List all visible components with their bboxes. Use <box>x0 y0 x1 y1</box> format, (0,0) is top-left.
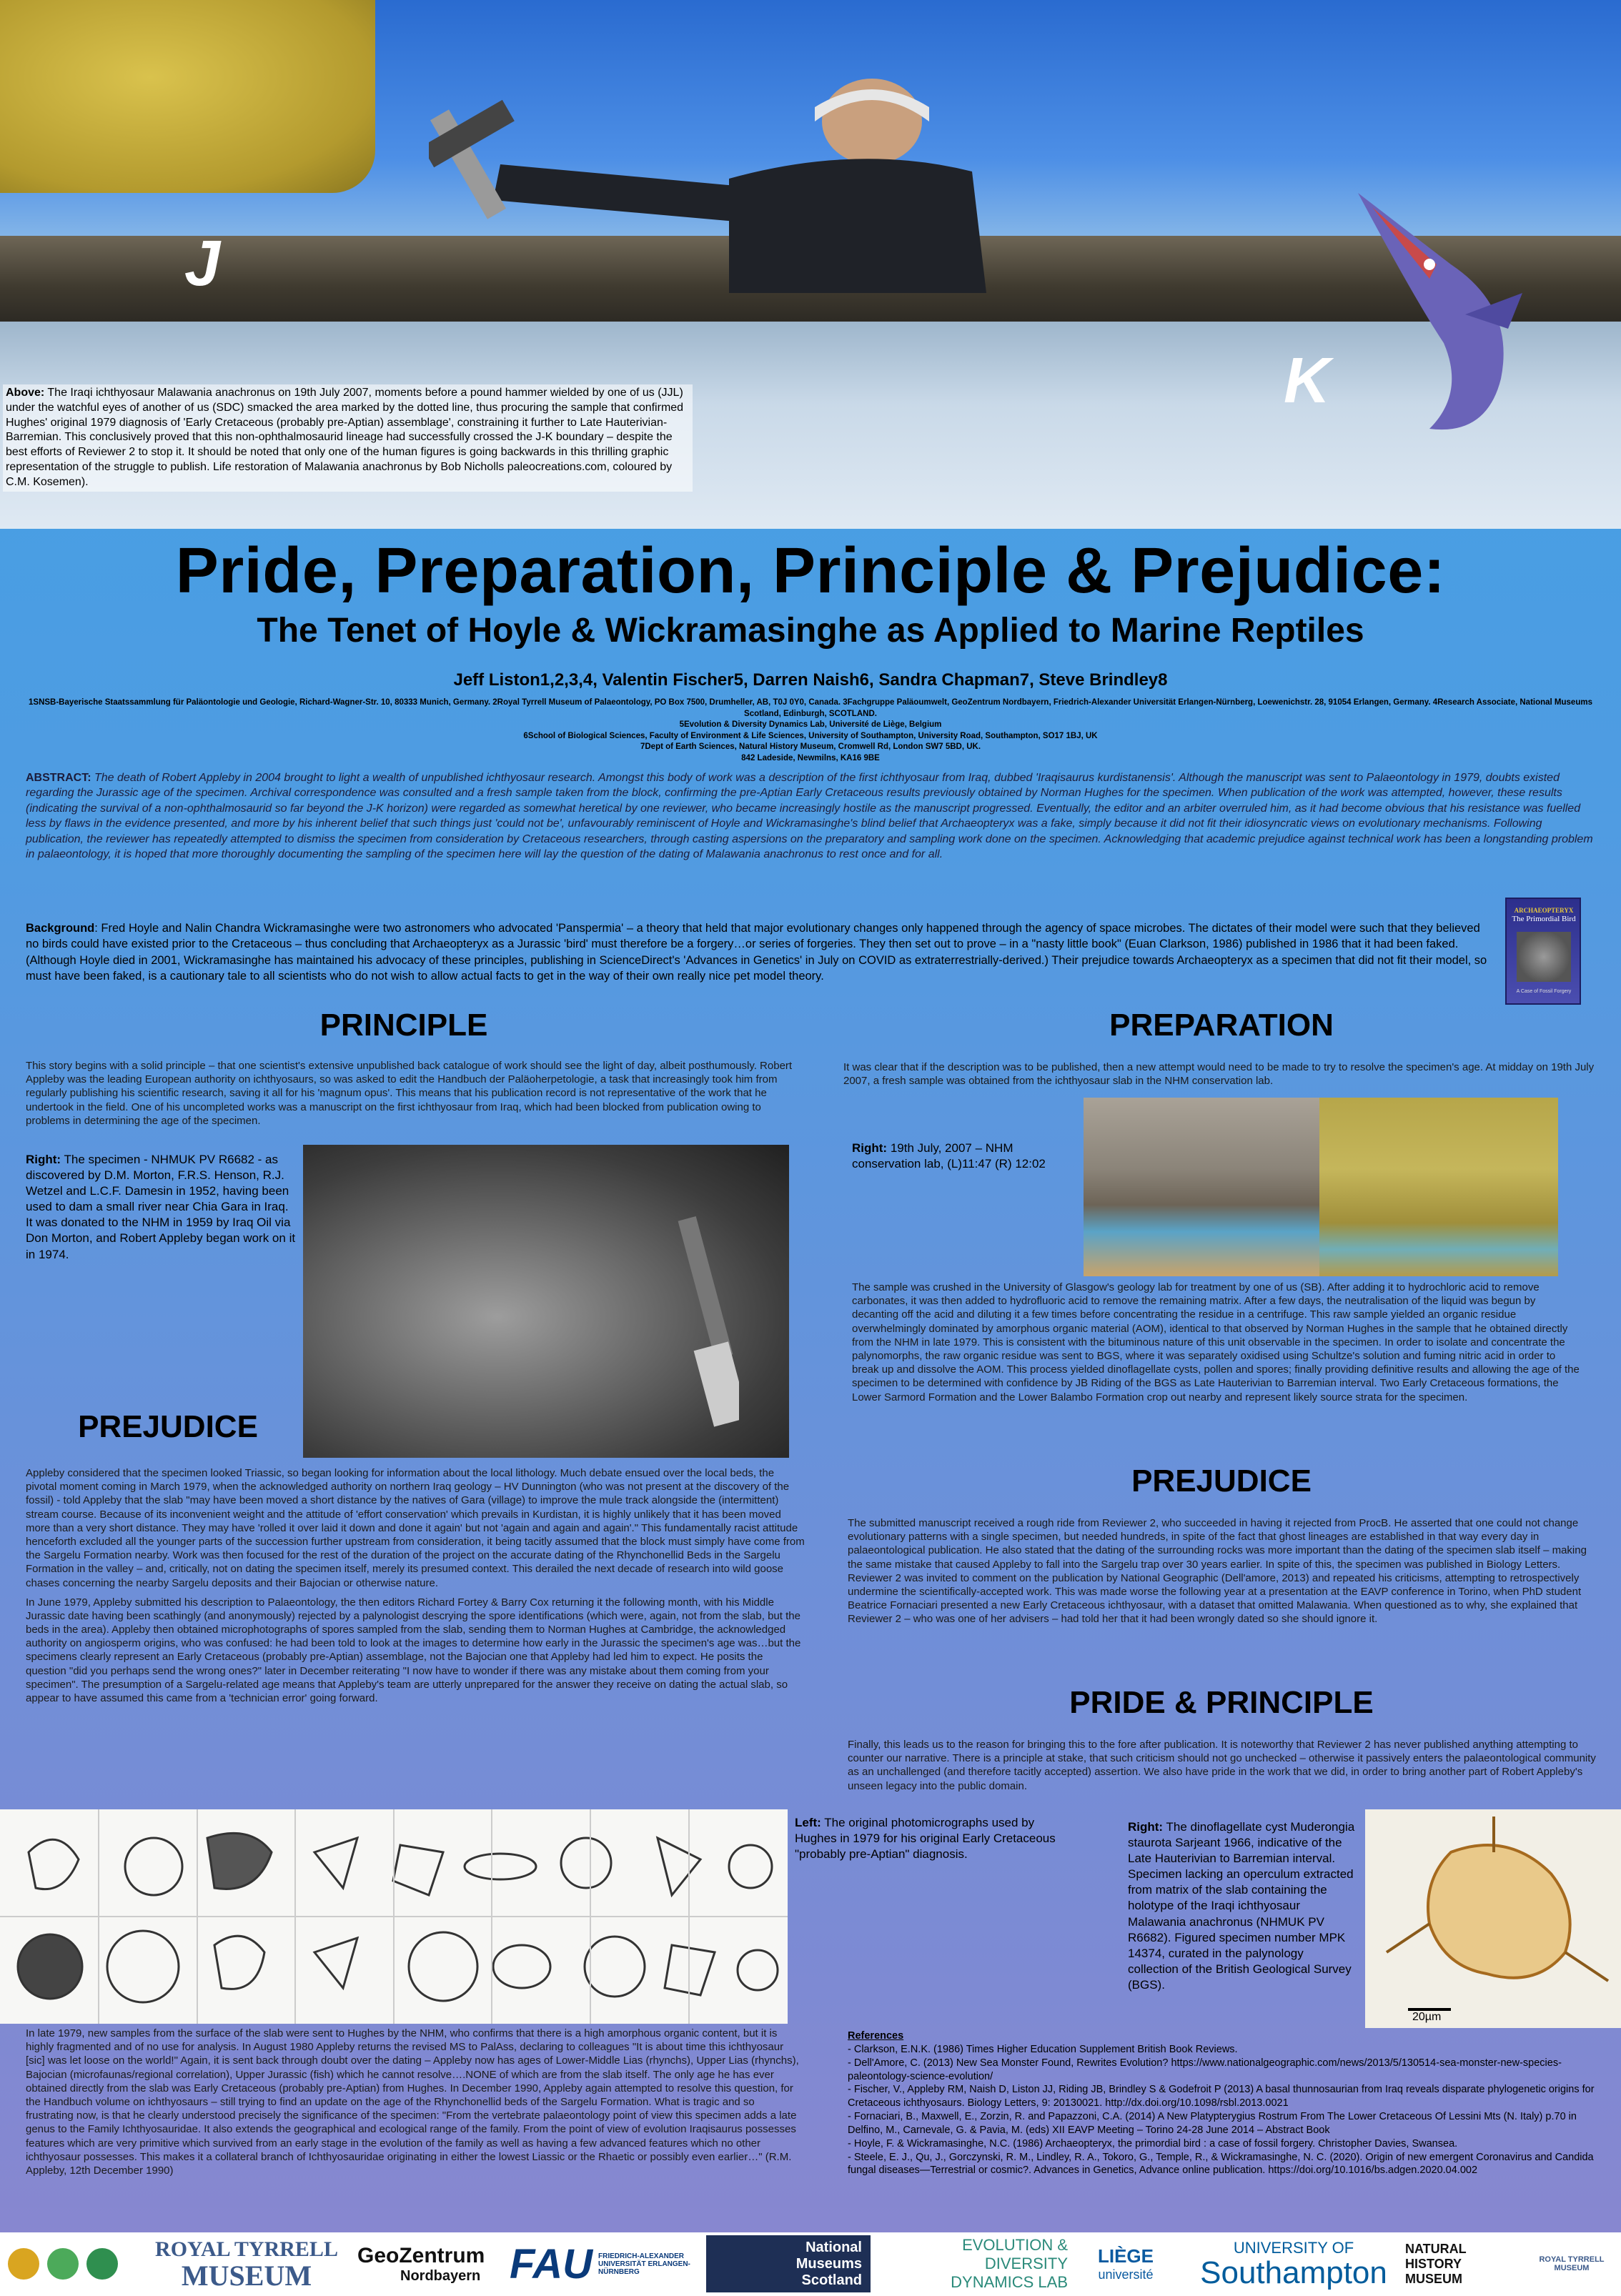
hughes-photomicrographs <box>0 1809 788 2024</box>
nms-line2: Museums <box>795 2255 862 2272</box>
geozentrum-logo <box>357 2235 493 2292</box>
lab-photo-1202 <box>1319 1098 1558 1276</box>
partner-logos-small <box>6 2235 134 2292</box>
abstract-label: ABSTRACT: <box>26 772 91 784</box>
letter-k: K <box>1284 345 1330 417</box>
background-text: : Fred Hoyle and Nalin Chandra Wickramasinghe were two astronomers who advocated 'Panspermia' – a theory that held that major evolutionary changes only happened through the agency of space microbes. The dictates of their model were such that they believed no birds could have existed prior to the Cretaceous – thus concluding that Archaeopteryx as a Jurassic 'bird' must therefore be a forgery…or series of forgeries. They then set out to prove – in a "nasty little book" (Euan Clarkson, 1986) published in 1986 that it had been faked. (Although Hoyle died in 2001, Wickramasinghe has maintained his advocacy of these principles, publishing in ScienceDirect's 'Advances in Genetics' in July on COVID as extraterrestrially-derived.) Their prejudice towards Archaeopteryx as a specimen that did not fit their model, so must have been faked, is a cautionary tale to all scientists who do not wish to allow actual facts to get in the way of their own really nice pet model theory. <box>26 922 1487 983</box>
hero-caption-label: Above: <box>6 387 45 399</box>
reference-item: - Fischer, V., Appleby RM, Naish D, Liston JJ, Riding JB, Brindley S & Godefroit P (2013) A basal thunnosaurian from Iraq reveals disparate phylogenetic origins for Cretaceous ichthyosaurs. Biology Letters, 9: 20130021. http://dx.doi.org/10.1098/rsbl.2013.0021 <box>848 2084 1595 2109</box>
lab-caption-label: Right: <box>852 1141 888 1155</box>
hero-caption-text: The Iraqi ichthyosaur Malawania anachronus on 19th July 2007, moments before a pound hammer wielded by one of us (JJL) under the watchful eyes of another of us (SDC) smacked the area marked by the dotted line, thus procuring the sample that confirmed Hughes' original 1979 diagnosis of 'Early Cretaceous (probably pre-Aptian) assemblage', constraining it further to Late Hauterivian-Barremian. This conclusively proved that this non-ophthalmosaurid lineage had successfully crossed the J-K boundary – despite the best efforts of Reviewer 2 to stop it. It should be noted that only one of the human figures is going backwards in this thrilling graphic representation of the struggle to publish. Life restoration of Malawania anachronus by Bob Nicholls paleocreations.com, coloured by C.M. Kosemen). <box>6 387 684 488</box>
book-cover-text <box>1510 908 1578 923</box>
book-subtitle: A Case of Fossil Forgery <box>1516 989 1572 994</box>
edd-lab-logo <box>875 2235 1068 2292</box>
nms-line3: Scotland <box>801 2272 862 2288</box>
dinoflagellate-text: The dinoflagellate cyst Muderongia staurota Sarjeant 1966, indicative of the Late Hauterivian to Barremian interval. Specimen lacking an operculum extracted from matrix of the slab containing the holotype of the Iraqi ichthyosaur Malawania anachronus (NHMUK PV R6682). Figured specimen number MPK 14374, curated in the palynology collection of the British Geological Survey (BGS). <box>1128 1820 1355 1992</box>
nhm-line1: NATURAL <box>1405 2241 1467 2256</box>
southampton-logo <box>1186 2235 1401 2292</box>
lab-photo-1147 <box>1084 1098 1319 1276</box>
abstract-text: The death of Robert Appleby in 2004 brought to light a wealth of unpublished ichthyosaur research. Amongst this body of work was a description of the first ichthyosaur from Iraq, dubbed 'Iraqisaurus kurdistanensis'. Although the manuscript was sent to Palaeontology in 1979, doubts existed regarding the Jurassic age of the specimen. Archival correspondence was consulted and a fresh sample taken from the block, confirming the pre-Aptian Early Cretaceous results previously obtained by Norman Hughes for the specimen. When publication of the work was attempted, however, these results (indicating the survival of a non-ophthalmosaurid so far beyond the J-K horizon) were regarded as somewhat heretical by one reviewer, who became increasingly hostile as the manuscript progressed. Eventually, the editor and an arbiter overruled him, as it had become obvious that his resistance was fuelled less by flaws in the evidence presented, and more by his inherent belief that such things just 'could not be', unfavourably reminiscent of Hoyle and Wickramasinghe's blind belief that Archaeopteryx was a fake, simply because it did not fit their idiosyncratic views on evolutionary mechanisms. Following publication, the reviewer has repeatedly attempted to dismiss the specimen from consideration by Cretaceous researchers, through casting aspersions on the preparatory and sampling work done on the specimen. Acknowledging that academic prejudice against technical work has been a longstanding problem in palaeontology, it is hoped that more thoroughly documenting the sampling of the specimen here will lay the question of the dating of Malawania anachronus to rest once and for all. <box>26 772 1593 861</box>
royal-tyrrell-small-logo: ROYAL TYRRELL MUSEUM <box>1539 2255 1605 2272</box>
figure-with-hammer <box>429 79 1215 322</box>
specimen-photo <box>303 1145 789 1458</box>
pride-principle-heading: PRIDE & PRINCIPLE <box>1069 1685 1374 1720</box>
specimen-caption-label: Right: <box>26 1153 61 1166</box>
rock-specimen-patch <box>0 0 375 193</box>
hero-caption <box>3 384 693 492</box>
royal-tyrrell-line1: ROYAL TYRRELL <box>155 2237 338 2261</box>
southampton-line1: UNIVERSITY OF <box>1233 2239 1354 2257</box>
lab-caption-text: 19th July, 2007 – NHM conservation lab, (L)11:47 (R) 12:02 <box>852 1141 1046 1171</box>
nhm-logo <box>1405 2235 1520 2292</box>
dinoflagellate-cyst-shape <box>1365 1809 1621 2028</box>
prejudice-left-p2: In June 1979, Appleby submitted his description to Palaeontology, the then editors Richard Fortey & Barry Cox returning it the following month, with his Middle Jurassic date having been scathingly (and anonymously) rejected by a palynologist descrying the spore identifications (which were, again, not from the slab, but the beds in the area). Appleby then obtained microphotographs of spores sampled from the slab, sending them to Norman Hughes at Cambridge, the acknowledged authority on angiosperm origins, who was confused: he had been told to look at the images to determine how early in the Jurassic the specimen's age was…but the specimens clearly represent an Early Cretaceous (probably pre-Aptian) assemblage, not the Bajocian one that Appleby had led him to expect. He posits the question "did you perhaps send the wrong ones?" later in December reiterating "I now have to wonder if there was any mistake about them coming from your specimen". The presumption of a Sargelu-related age means that Appleby's team are utterly unprepared for the answer they receive on dating the actual slab, so appear to have assumed this came from a 'technician error' going forward. <box>26 1596 801 1704</box>
edd-line3: DYNAMICS LAB <box>951 2273 1068 2291</box>
royal-tyrrell-logo <box>143 2235 350 2292</box>
southampton-line2: Southampton <box>1200 2255 1387 2290</box>
fau-subtitle: FRIEDRICH-ALEXANDER UNIVERSITÄT ERLANGEN-NÜRNBERG <box>598 2252 690 2276</box>
affiliation-line: 7Dept of Earth Sciences, Natural History Museum, Cromwell Rd, London SW7 5BD, UK. <box>640 742 981 752</box>
nms-line1: National <box>805 2239 862 2255</box>
liege-logo <box>1072 2235 1179 2292</box>
liege-line2: université <box>1098 2267 1154 2282</box>
letter-j: J <box>184 228 221 299</box>
geozentrum-line1: GeoZentrum <box>357 2243 485 2267</box>
micrograph-grid <box>0 1809 788 2024</box>
references <box>848 2029 1598 2177</box>
affiliations <box>14 697 1607 764</box>
author-list: Jeff Liston1,2,3,4, Valentin Fischer5, Darren Naish6, Sandra Chapman7, Steve Brindley8 <box>453 670 1168 690</box>
preparation-heading: PREPARATION <box>1109 1008 1334 1043</box>
poster-subtitle: The Tenet of Hoyle & Wickramasinghe as Applied to Marine Reptiles <box>257 612 1364 650</box>
dinoflagellate-label: Right: <box>1128 1820 1164 1834</box>
reference-item: - Clarkson, E.N.K. (1986) Times Higher Education Supplement British Book Reviews. <box>848 2043 1238 2055</box>
lab-caption <box>852 1140 1074 1172</box>
abstract <box>26 770 1598 863</box>
prejudice-left-p1: Appleby considered that the specimen looked Triassic, so began looking for information about the local lithology. Much debate ensued over the local beds, the pivotal moment coming in March 1979, when the acknowledged authority on northern Iraq geology – HV Dunnington (who was not present at the discovery of the fossil) - told Appleby that the slab "may have been moved a short distance by the natives of Gara (village) to improve the mule track alongside the (intermittent) stream course. Because of its inconvenient weight and the attitude of 'effort conservation' which prevails in Kurdistan, it is highly unlikely that it has been moved more than a very short distance. They may have 'rolled it over laid it down and done it again' but not 'again and again and again'." This fundamentally racist attitude henceforth excluded all the younger parts of the succession further upstream from consideration, it being tacitly assumed that the block must simply have come from the Sargelu Formation nearby. Work was then focused for the rest of the duration of the project on the accurate dating of the Rhynchonellid Beds in the Sargelu Formation in the valley – and, critically, not on dating the specimen itself, merely its presumed context. This derailed the next decade of research into wild goose chases concerning the nearby Sargelu deposits and their Bajocian or otherwise nature. <box>26 1467 805 1589</box>
reference-item: - Hoyle, F. & Wickramasinghe, N.C. (1986) Archaeopteryx, the primordial bird : a case of fossil forgery. Christopher Davies, Swansea. <box>848 2137 1458 2150</box>
nhm-line3: MUSEUM <box>1405 2271 1462 2286</box>
affiliation-line: 1SNSB-Bayerische Staatssammlung für Paläontologie und Geologie, Richard-Wagner-Str. 10, 80333 Munich, Germany. 2Royal Tyrrell Museum of Palaeontology, PO Box 7500, Drumheller, AB, T0J 0Y0, Canada. 3Fachgruppe Paläoumwelt, GeoZentrum Nordbayern, Friedrich-Alexander Universität Erlangen-Nürnberg, Loewenichstr. 28, 91054 Erlangen, Germany. 4Research Associate, National Museums Scotland, Edinburgh, SCOTLAND. <box>29 698 1592 718</box>
preparation-text: It was clear that if the description was to be published, then a new attempt would need to be made to try to resolve the specimen's age. At midday on 19th July 2007, a fresh sample was obtained from the ichthyosaur slab in the NHM conservation lab. <box>843 1061 1595 1088</box>
hero-image <box>0 0 1621 529</box>
affiliation-line: 5Evolution & Diversity Dynamics Lab, Université de Liège, Belgium <box>679 720 942 730</box>
liege-line1: LIÈGE <box>1097 2245 1154 2267</box>
prejudice-left-text <box>26 1466 805 1711</box>
book-title-2: The Primordial Bird <box>1512 914 1576 923</box>
late-1979-text: In late 1979, new samples from the surface of the slab were sent to Hughes by the NHM, who confirms that there is a high amorphous organic content, but it is highly fragmented and of no use for analysis. In August 1980 Appleby returns the revised MS to PalAss, declaring to colleagues "It is about time this ichthyosaur [sic] was let loose on the world!" Again, it is sent back through doubt over the dating – Appleby now has ages of Lower-Middle Lias (rhynchs), Upper Lias (rhynchs), Bajocian (microfaunas/regional correlation), Upper Jurassic (fish) which he cannot resolve….NONE of which are from the slab itself. The only age he has ever obtained directly from the slab was Early Cretaceous (probably pre-Aptian) from Hughes. In December 1990, Appleby again attempted to resolve this question, for the Handbuch volume on ichthyosaurs – still trying to find an update on the age of the Rhynchonellid beds of the Sargelu Formation. What is tragic and so frustrating now, is that he clearly understood precisely the significance of the specimen: "From the vertebrate palaeontology point of view this specimen adds a late genus to the Family Ichthyosauridae. It also extends the geographical and ecological range of the family. From the point of view of evolution Iraqisaurus possesses features which are very primitive which survived from an early stage in the evolution of the family as well as having a few advanced features which no other ichthyosaur possesses. This makes it a collateral branch of Ichthyosauridae originating in either the lowest Liassic or the Rhaetic or possibly even earlier…" (R.M. Appleby, 12th December 1990) <box>26 2027 799 2177</box>
archaeopteryx-book-cover <box>1505 898 1581 1005</box>
specimen-caption <box>26 1152 297 1263</box>
principle-heading: PRINCIPLE <box>319 1008 488 1043</box>
affiliation-line: 842 Ladeside, Newmilns, KA16 9BE <box>741 753 880 762</box>
nhm-line2: HISTORY <box>1405 2256 1462 2271</box>
dinoflagellate-photo <box>1365 1809 1621 2028</box>
background-section <box>26 920 1491 984</box>
background-label: Background <box>26 922 95 935</box>
scale-bar-label: 20µm <box>1412 2011 1442 2023</box>
edd-line1: EVOLUTION & <box>962 2236 1068 2254</box>
prejudice-right-heading: PREJUDICE <box>1131 1463 1312 1499</box>
prejudice-right-text: The submitted manuscript received a rough ride from Reviewer 2, who succeeded in having it rejected from ProcB. He asserted that one could not change evolutionary patterns with a single specimen, but needed hundreds, in spite of the fact that ghost lineages are established in that way every day in palaeontological publication. He also stated that the dating of the surrounding rocks was more important than the dating of the specimen slab itself – making the same mistake that caused Appleby to fall into the Sargelu trap over 30 years earlier. In spite of this, the specimen was published in Biology Letters. Reviewer 2 was invited to comment on the publication by National Geographic (Dell'amore, 2013) and repeated his criticisms, attempting to retrospectively undermine the scientifically-accepted work. This was made worse the following year at a presentation at the EAVP conference in Torino, when PhD student Beatrice Fornaciari presented a new Early Cretaceous ichthyosaur, with a dataset that omitted Malawania. When questioned as to why, she explained that Reviewer 2 – who was one of her advisers – had told her that it had been wrongly dated so she should ignore it. <box>848 1517 1587 1626</box>
preparation-process-text: The sample was crushed in the University of Glasgow's geology lab for treatment by one of us (SB). After adding it to hydrochloric acid to remove carbonates, it was then added to hydrofluoric acid to remove the remaining matrix. After a few days, the neutralisation of the liquid was begun by decanting off the acid and diluting it a few times before concentrating the residue in a centrifuge. This raw sample yielded an organic residue overwhelmingly dominated by amorphous organic material (AOM), identical to that observed by Norman Hughes in the sample that he obtained directly from the NHM in late 1979. This is consistent with the bituminous nature of this unit observable in the specimen. In order to isolate and concentrate the palynomorphs, the raw organic residue was sent to BGS, where it was separately oxidised using Schultze's solution and fuming nitric acid in order to break up and dissolve the AOM. This process yielded dinoflagellate cysts, pollen and spores; finally providing definitive results and allowing the age of the specimen to be determined with confidence by JB Riding of the BGS as Late Hauterivian to Barremian interval. Two Early Cretaceous formations, the Lower Sarmord Formation and the Lower Balambo Formation crop out nearby and represent likely source strata for the specimen. <box>852 1281 1580 1403</box>
small-partner-icons <box>6 2239 134 2289</box>
geozentrum-line2: Nordbayern <box>400 2267 481 2284</box>
royal-tyrrell-line2: MUSEUM <box>181 2260 312 2292</box>
micrograph-left-label: Left: <box>795 1816 821 1829</box>
fau-logo <box>500 2235 700 2292</box>
principle-text: This story begins with a solid principle – that one scientist's extensive unpublished back catalogue of work should see the light of day, albeit posthumously. Robert Appleby was the leading European authority on ichthyosaurs, so was asked to edit the Handbuch der Paläoherpetologie, a task that increasingly took him from regularly publishing his scientific research, saving it all for his 'magnum opus'. This means that his publication record is not representative of the work that he undertook in the field. One of his uncompleted works was a manuscript on the first ichthyosaur from Iraq, which had been blocked from publication owing to problems in determining the age of the specimen. <box>26 1060 793 1127</box>
reference-item: - Fornaciari, B., Maxwell, E., Zorzin, R. and Papazzoni, C.A. (2014) A New Platypterygius Rostrum From The Lower Cretaceous Of Lessini Mts (N. Italy) p.70 in Delfino, M., Carnevale, G. & Pavia, M. (eds) XII EAVP Meeting – Torino 24-28 June 2014 – Abstract Book <box>848 2111 1577 2136</box>
prejudice-left-heading: PREJUDICE <box>78 1409 258 1444</box>
book-fossil-image <box>1517 932 1571 982</box>
hammer-shape <box>675 1216 739 1431</box>
micrograph-left-caption <box>795 1815 1059 1862</box>
fau-mark: FAU <box>510 2240 593 2287</box>
reference-item: - Steele, E. J., Qu, J., Gorczynski, R. M., Lindley, R. A., Tokoro, G., Temple, R., & Wickramasinghe, N. C. (2020). Origin of new emergent Coronavirus and Candida fungal diseases—Terrestrial or cosmic?. Advances in Genetics, Advance online publication. https://doi.org/10.1016/bs.adgen.2020.04.002 <box>848 2151 1594 2177</box>
dinoflagellate-caption <box>1128 1819 1357 1993</box>
reference-item: - Dell'Amore, C. (2013) New Sea Monster Found, Rewrites Evolution? https://www.nationalgeographic.com/news/2013/5/130514-sea-monster-new-species-paleontology-science-evolution/ <box>848 2057 1562 2082</box>
edd-line2: DIVERSITY <box>984 2255 1068 2272</box>
references-label: References <box>848 2030 904 2042</box>
affiliation-line: 6School of Biological Sciences, Faculty of Environment & Life Sciences, University of Southampton, University Road, Southampton, SO17 1BJ, UK <box>523 731 1098 740</box>
national-museums-scotland-logo <box>706 2235 871 2292</box>
micrograph-left-text: The original photomicrographs used by Hughes in 1979 for his original Early Cretaceous "probably pre-Aptian" diagnosis. <box>795 1816 1056 1862</box>
pride-principle-text: Finally, this leads us to the reason for bringing this to the fore after publication. It is noteworthy that Reviewer 2 has never published anything attempting to counter our narrative. There is a principle at stake, that such criticism should not go unchecked – otherwise it passively enters the palaeontological community as an unchallenged (and therefore tacitly accepted) assertion. We also have pride in the work that we did, in order to bring another part of Robert Appleby's unseen legacy into the public domain. <box>848 1739 1596 1792</box>
specimen-caption-text: The specimen - NHMUK PV R6682 - as discovered by D.M. Morton, F.R.S. Henson, R.J. Wetzel and L.C.F. Damesin in 1952, having been used to dam a small river near Chia Gara in Iraq. It was donated to the NHM in 1959 by Iraq Oil via Don Morton, and Robert Appleby began work on it in 1974. <box>26 1153 296 1261</box>
book-title-1: ARCHAEOPTERYX <box>1514 907 1574 914</box>
ichthyosaur-restoration <box>1344 179 1544 450</box>
poster-title: Pride, Preparation, Principle & Prejudice: <box>175 535 1446 607</box>
